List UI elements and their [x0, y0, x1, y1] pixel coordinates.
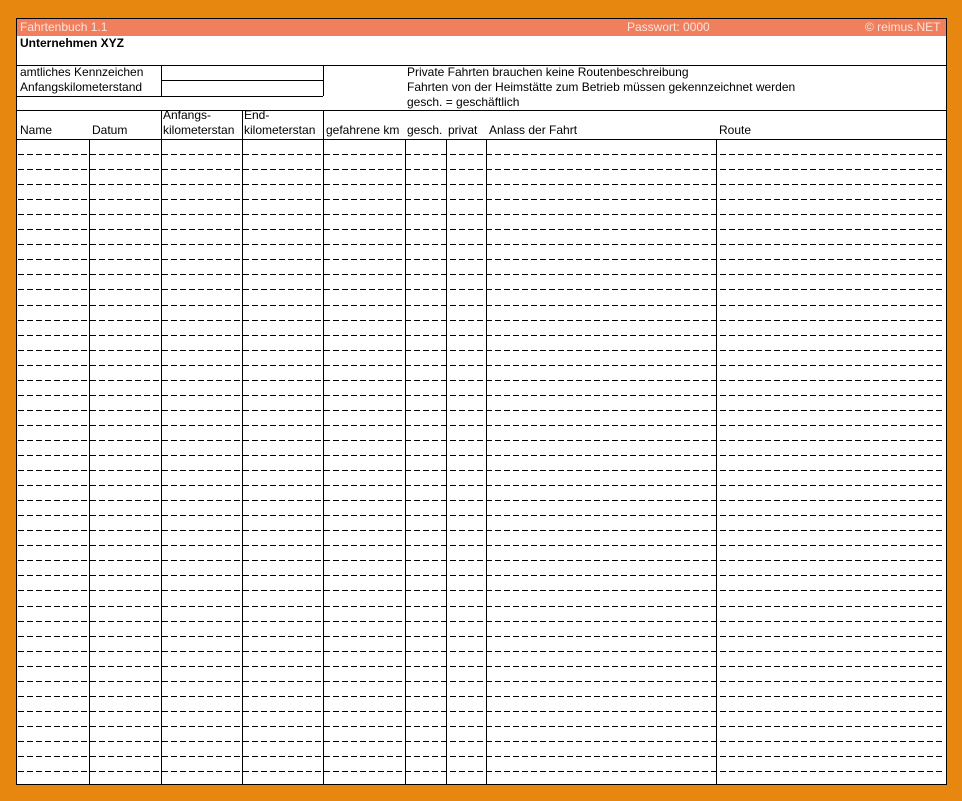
column-divider [161, 110, 162, 784]
table-row[interactable] [18, 666, 945, 667]
table-row[interactable] [18, 455, 945, 456]
table-row[interactable] [18, 214, 945, 215]
table-row[interactable] [18, 485, 945, 486]
table-row[interactable] [18, 560, 945, 561]
table-row[interactable] [18, 575, 945, 576]
note-private-trips: Private Fahrten brauchen keine Routenbeschreibung [407, 65, 689, 79]
divider [17, 110, 946, 111]
table-row[interactable] [18, 425, 945, 426]
table-row[interactable] [18, 410, 945, 411]
table-row[interactable] [18, 470, 945, 471]
table-row[interactable] [18, 636, 945, 637]
table-row[interactable] [18, 696, 945, 697]
app-title: Fahrtenbuch 1.1 [20, 20, 108, 34]
table-row[interactable] [18, 681, 945, 682]
divider [323, 65, 324, 96]
divider [161, 80, 323, 81]
column-divider [716, 139, 717, 784]
table-row[interactable] [18, 515, 945, 516]
table-row[interactable] [18, 320, 945, 321]
column-divider [242, 110, 243, 784]
table-row[interactable] [18, 199, 945, 200]
table-row[interactable] [18, 545, 945, 546]
table-row[interactable] [18, 590, 945, 591]
column-header-private: privat [448, 123, 478, 137]
table-row[interactable] [18, 289, 945, 290]
column-header-name: Name [20, 123, 53, 137]
table-row[interactable] [18, 259, 945, 260]
table-row[interactable] [18, 621, 945, 622]
column-header-start-km: kilometerstan [163, 123, 235, 137]
table-row[interactable] [18, 169, 945, 170]
column-divider [486, 139, 487, 784]
table-row[interactable] [18, 274, 945, 275]
column-divider [323, 110, 324, 784]
divider [17, 139, 946, 140]
copyright-label: © reimus.NET [865, 20, 941, 34]
start-km-label: Anfangskilometerstand [20, 80, 143, 94]
table-row[interactable] [18, 726, 945, 727]
table-row[interactable] [18, 244, 945, 245]
company-name: Unternehmen XYZ [20, 36, 125, 50]
table-row[interactable] [18, 500, 945, 501]
table-row[interactable] [18, 154, 945, 155]
start-km-field[interactable] [164, 81, 321, 95]
divider [17, 96, 323, 97]
logbook-sheet [17, 19, 946, 784]
table-row[interactable] [18, 350, 945, 351]
table-row[interactable] [18, 365, 945, 366]
table-row[interactable] [18, 651, 945, 652]
column-divider [446, 139, 447, 784]
table-row[interactable] [18, 756, 945, 757]
column-header-driven-km: gefahrene km [326, 123, 400, 137]
table-row[interactable] [18, 305, 945, 306]
table-row[interactable] [18, 335, 945, 336]
column-header-route: Route [719, 123, 752, 137]
column-header-start-km-line1: Anfangs- [163, 108, 212, 122]
table-row[interactable] [18, 606, 945, 607]
table-row[interactable] [18, 184, 945, 185]
note-home-trips: Fahrten von der Heimstätte zum Betrieb müssen gekennzeichnet werden [407, 80, 796, 94]
column-header-datum: Datum [92, 123, 128, 137]
note-abbreviation: gesch. = geschäftlich [407, 95, 520, 109]
column-header-business: gesch. [407, 123, 443, 137]
plate-label: amtliches Kennzeichen [20, 65, 144, 79]
column-header-end-km-line1: End- [244, 108, 270, 122]
table-row[interactable] [18, 440, 945, 441]
table-row[interactable] [18, 711, 945, 712]
plate-field[interactable] [164, 66, 321, 80]
table-row[interactable] [18, 530, 945, 531]
table-row[interactable] [18, 741, 945, 742]
table-row[interactable] [18, 380, 945, 381]
column-header-end-km: kilometerstan [244, 123, 316, 137]
column-divider [89, 139, 90, 784]
table-row[interactable] [18, 229, 945, 230]
table-row[interactable] [18, 771, 945, 772]
title-bar [17, 19, 946, 36]
column-header-purpose: Anlass der Fahrt [489, 123, 578, 137]
table-row[interactable] [18, 395, 945, 396]
password-label: Passwort: 0000 [627, 20, 710, 34]
column-divider [405, 139, 406, 784]
